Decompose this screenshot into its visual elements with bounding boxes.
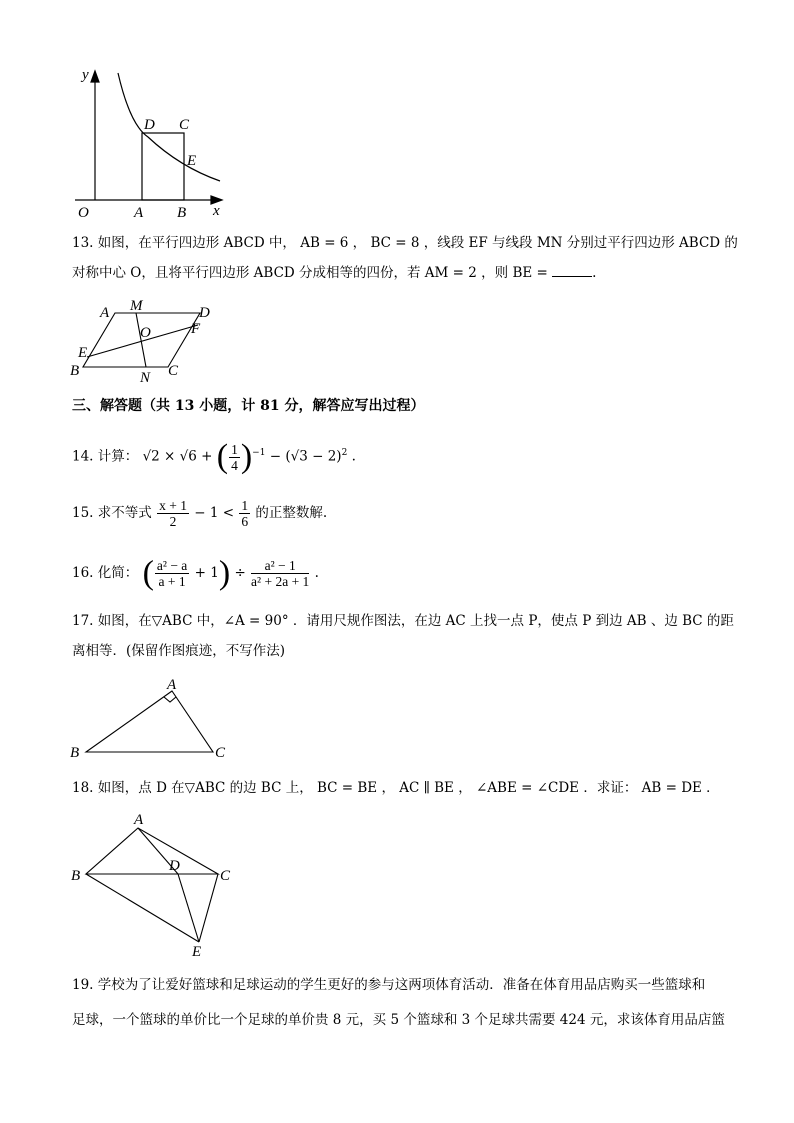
- q19-number: 19.: [72, 977, 94, 993]
- q14-fraction: $\frac{1}{4}$: [231, 441, 238, 473]
- label-A: A: [134, 812, 144, 828]
- q14-label: 计算：: [97, 448, 139, 465]
- q18-line1: [72, 778, 720, 798]
- triangle-ABC: [86, 828, 218, 874]
- label-A: A: [167, 677, 177, 693]
- label-C: C: [168, 363, 179, 379]
- label-C: C: [215, 745, 226, 761]
- label-D: D: [169, 858, 180, 874]
- label-A: A: [100, 305, 110, 321]
- label-x: x: [213, 203, 220, 219]
- q17-line1: [72, 611, 734, 631]
- q15-number: 15.: [72, 505, 94, 521]
- q15-fraction-1: $\frac{x + 1}{2}$: [159, 498, 187, 529]
- q14-number: 14.: [72, 448, 94, 465]
- q16-divide: ÷: [234, 565, 246, 581]
- q15-fraction-2: $\frac{1}{6}$: [241, 498, 249, 529]
- q19-text-1: 学校为了让爱好篮球和足球运动的学生更好的参与这两项体育活动．准备在体育用品店购买一些篮球和: [97, 977, 706, 993]
- label-B: B: [70, 363, 80, 379]
- q13-number: 13.: [72, 235, 94, 251]
- q14-exponent-2: 2: [341, 448, 348, 458]
- q15-line: [72, 498, 327, 528]
- q18-text-1: 如图，点 D 在▽ABC 的边 BC 上， BC = BE ， AC ∥ BE ， ∠ABE = ∠CDE ．求证： AB = DE ．: [97, 780, 720, 796]
- q14-expr-a: √2 × √6 +: [142, 448, 213, 465]
- q18-number: 18.: [72, 780, 94, 796]
- label-C: C: [220, 868, 231, 884]
- q16-number: 16.: [72, 565, 94, 581]
- q14-exponent-1: −1: [252, 448, 266, 458]
- label-B: B: [71, 868, 81, 884]
- q17-number: 17.: [72, 613, 94, 629]
- q15-text-a: 求不等式: [97, 505, 152, 521]
- q14-expr-b: − (√3 − 2): [269, 448, 342, 465]
- label-D: D: [144, 117, 155, 133]
- label-N: N: [140, 370, 151, 386]
- q19-line1: [72, 975, 705, 995]
- segment-BE: [86, 874, 199, 942]
- right-angle-mark: [164, 697, 176, 702]
- hyperbola-square-figure: [70, 65, 230, 225]
- label-y: y: [82, 67, 89, 83]
- q17-text-1: 如图，在▽ABC 中，∠A = 90° ．请用尺规作图法，在边 AC 上找一点 P，使点 P 到边 AB 、边 BC 的距: [97, 613, 734, 629]
- triangle-ABC: [86, 691, 213, 752]
- label-B: B: [70, 745, 80, 761]
- segment-CE: [199, 874, 218, 942]
- label-M: M: [130, 298, 143, 314]
- q13-line2: [72, 263, 596, 283]
- hyperbola-curve: [118, 73, 220, 181]
- parallelogram-figure: [68, 295, 228, 385]
- label-E: E: [78, 345, 88, 361]
- q15-text-b: 的正整数解.: [255, 505, 328, 521]
- q15-mid: − 1 <: [194, 505, 235, 521]
- label-E: E: [192, 944, 202, 960]
- label-C: C: [179, 117, 190, 133]
- label-O: O: [140, 325, 151, 341]
- square-ABCD: [142, 133, 184, 200]
- label-D: D: [199, 305, 210, 321]
- label-B: B: [177, 205, 187, 221]
- q13-text-2: 对称中心 O，且将平行四边形 ABCD 分成相等的四份，若 AM = 2 ，则 BE =: [72, 265, 548, 281]
- section-heading: 三、解答题（共 13 小题，计 81 分，解答应写出过程）: [72, 398, 425, 414]
- q19-line2: 足球，一个篮球的单价比一个足球的单价贵 8 元，买 5 个篮球和 3 个足球共需要 424 元，求该体育用品店篮: [72, 1012, 725, 1028]
- q16-fraction-a: $\frac{\text{a² − a}}{a + 1}$: [156, 558, 188, 589]
- q13-text-1: 如图，在平行四边形 ABCD 中， AB = 6 ， BC = 8 ，线段 EF 与线段 MN 分别过平行四边形 ABCD 的: [97, 235, 738, 251]
- label-A: A: [134, 205, 144, 221]
- q13-end: .: [592, 265, 597, 281]
- label-E: E: [187, 153, 197, 169]
- triangles-figure: [68, 810, 248, 960]
- label-F: F: [191, 321, 201, 337]
- y-axis-arrow: [91, 71, 99, 82]
- q16-line: 16. 化简： ( $\frac{\text{a² − a}}{a + 1}$ + 1) ÷ $\frac{\text{a² − 1}}{\text{a² + 2a + 1}}$ .: [72, 554, 319, 592]
- q14-line: 14. 计算： √2 × √6 + ( $\frac{1}{4}$ )$^{-1} - (√3 - 2)^2$ .: [72, 438, 356, 475]
- q13-line1: [72, 233, 738, 253]
- q16-label: 化简：: [97, 565, 139, 581]
- q17-line2: 离相等．(保留作图痕迹，不写作法): [72, 643, 286, 659]
- right-triangle-figure: [68, 675, 238, 760]
- label-O: O: [78, 205, 89, 221]
- answer-blank: [552, 264, 592, 277]
- q16-fraction-b: $\frac{\text{a² − 1}}{\text{a² + 2a + 1}}$: [251, 558, 310, 589]
